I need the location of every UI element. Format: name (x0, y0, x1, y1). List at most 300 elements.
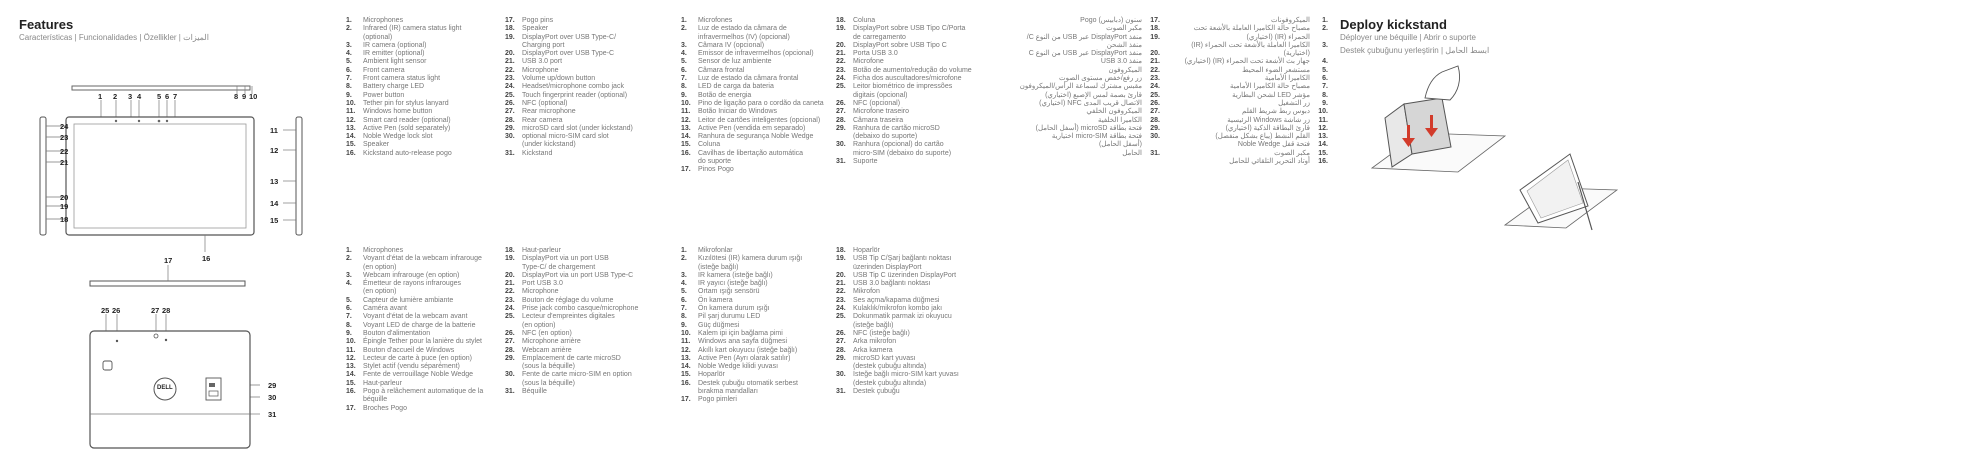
item-label: Infrared (IR) camera status light (optional) (363, 25, 462, 41)
item-label: Leitor biométrico de impressões digitais (opcional) (853, 83, 953, 99)
item-number: 8. (346, 321, 352, 329)
item-label: الكاميرا العاملة بالأشعة تحت الحمراء (IR) (اختيارية) (1191, 41, 1310, 58)
item-number: 28. (505, 116, 515, 124)
item-number: 2. (1322, 25, 1328, 33)
item-number: 20. (836, 271, 846, 279)
item-number: 17. (681, 166, 691, 174)
item-label: فتحة قفل Noble Wedge (1237, 141, 1310, 149)
item-label: İsteğe bağlı micro-SIM kart yuvası (destek çubuğu altında) (853, 371, 959, 387)
item-number: 2. (346, 255, 352, 263)
item-label: زر رفع/خفض مستوى الصوت (1059, 75, 1142, 83)
item-number: 7. (681, 75, 687, 83)
item-number: 10. (346, 99, 356, 107)
item-label: Porta USB 3.0 (853, 50, 898, 58)
item-number: 15. (346, 141, 356, 149)
item-label: DisplayPort sobre USB Tipo C/Porta de carregamento (853, 25, 966, 41)
item-label: Bouton d'accueil de Windows (363, 346, 455, 354)
item-number: 7. (1322, 83, 1328, 91)
item-label: Hoparlör (698, 371, 725, 379)
item-label: Emplacement de carte microSD (sous la béquille) (522, 354, 621, 371)
item-number: 28. (505, 346, 515, 354)
item-number: 17. (1150, 17, 1160, 24)
item-label: Microfones (698, 17, 733, 24)
item-number: 27. (505, 108, 515, 116)
item-label: منفذ DisplayPort عبر USB من النوع C (1028, 50, 1142, 58)
item-number: 25. (505, 313, 515, 321)
item-label: Arka mikrofon (853, 338, 897, 346)
item-label: DisplayPort over USB Type-C (522, 50, 615, 58)
item-label: Bouton d'alimentation (363, 329, 431, 337)
item-label: Noble Wedge lock slot (363, 133, 433, 141)
item-number: 9. (681, 91, 687, 99)
deploy-kickstand-title: Deploy kickstand (1340, 17, 1447, 32)
item-number: 11. (346, 346, 356, 354)
item-label: مقبس مشترك لسماعة الرأس/الميكروفون (1019, 83, 1142, 91)
item-label: Destek çubuğu otomatik serbest bırakma mandalları (698, 379, 798, 396)
item-label: DisplayPort over USB Type-C/ Charging port (522, 33, 617, 49)
item-number: 30. (505, 371, 515, 379)
item-number: 15. (681, 141, 691, 149)
callout-4: 4 (137, 92, 142, 101)
item-number: 20. (505, 50, 515, 58)
item-label: الكاميرا الأمامية (1264, 75, 1310, 83)
item-label: Voyant d'état de la webcam avant (363, 313, 468, 321)
item-number: 9. (346, 329, 352, 337)
item-label: IR kamera (isteğe bağlı) (698, 271, 773, 279)
item-label: USB 3.0 port (522, 58, 563, 66)
callout-23: 23 (60, 133, 69, 142)
item-number: 11. (681, 338, 691, 346)
item-label: Rear camera (522, 116, 563, 124)
item-number: 14. (681, 133, 691, 141)
item-label: USB 3.0 bağlantı noktası (853, 280, 931, 288)
item-label: Pogo pimleri (698, 396, 737, 404)
item-number: 29. (505, 124, 515, 132)
item-label: Kickstand (522, 149, 553, 157)
item-number: 31. (836, 158, 846, 166)
item-number: 12. (681, 346, 691, 354)
item-number: 4. (1322, 58, 1328, 66)
item-label: Webcam arrière (522, 346, 572, 354)
item-label: Ficha dos auscultadores/microfone (853, 75, 962, 83)
item-number: 11. (1318, 116, 1328, 124)
item-number: 25. (836, 83, 846, 91)
item-number: 22. (505, 66, 515, 74)
item-label: Broches Pogo (363, 404, 407, 412)
item-number: 13. (346, 124, 356, 132)
item-label: IR emitter (optional) (363, 50, 425, 58)
item-number: 31. (1150, 149, 1160, 157)
item-label: Akıllı kart okuyucu (isteğe bağlı) (698, 346, 798, 354)
item-number: 23. (836, 296, 846, 304)
item-label: Pil şarj durumu LED (698, 313, 761, 321)
item-number: 13. (681, 124, 691, 132)
item-number: 18. (505, 25, 515, 33)
item-label: منفذ USB 3.0 (1100, 58, 1142, 66)
item-label: Leitor de cartões inteligentes (opcional) (698, 116, 821, 124)
item-label: DisplayPort via un port USB Type-C/ de chargement (522, 255, 609, 271)
item-number: 9. (681, 321, 687, 329)
item-number: 24. (505, 83, 515, 91)
item-label: Rear microphone (522, 108, 576, 116)
item-label: أوتاد التحرير التلقائي للحامل (1229, 158, 1310, 166)
item-number: 4. (681, 50, 687, 58)
item-label: قارئ بصمة لمس الإصبع (اختياري) (1045, 91, 1142, 99)
item-number: 17. (681, 396, 691, 404)
item-number: 5. (681, 58, 687, 66)
item-number: 22. (1150, 66, 1160, 74)
item-label: Bouton de réglage du volume (522, 296, 614, 304)
item-number: 31. (505, 388, 515, 396)
item-label: دبوس ربط شريط القلم (1242, 108, 1310, 116)
dell-logo-text: DELL (157, 385, 173, 391)
item-number: 6. (1322, 75, 1328, 83)
item-label: Touch fingerprint reader (optional) (522, 91, 628, 99)
item-label: الميكروفون (1108, 66, 1142, 74)
item-label: microSD kart yuvası (destek çubuğu altında) (853, 354, 927, 371)
item-label: IR yayıcı (isteğe bağlı) (698, 280, 768, 288)
item-label: Microphone (522, 66, 559, 74)
item-label: Smart card reader (optional) (363, 116, 451, 124)
features-subtitle: Características | Funcionalidades | Özellikler | الميزات (19, 33, 209, 42)
item-label: Lecteur d'empreintes digitales (en option) (522, 313, 615, 329)
item-label: Pino de ligação para o cordão da caneta (698, 99, 824, 107)
item-number: 24. (1150, 83, 1160, 91)
item-label: زر التشغيل (1278, 99, 1310, 107)
item-number: 26. (505, 329, 515, 337)
item-number: 20. (836, 41, 846, 49)
item-label: Ranhura de segurança Noble Wedge (698, 133, 814, 141)
item-label: Windows home button (363, 108, 433, 116)
item-number: 8. (1322, 91, 1328, 99)
callout-29: 29 (268, 381, 277, 390)
item-number: 6. (681, 66, 687, 74)
item-label: Microphone arrière (522, 338, 581, 346)
item-number: 17. (505, 17, 515, 24)
item-label: Microphones (363, 17, 404, 24)
callout-10: 10 (249, 92, 258, 101)
item-number: 19. (505, 255, 515, 263)
item-number: 28. (1150, 116, 1160, 124)
item-label: Stylet actif (vendu séparément) (363, 363, 460, 371)
callout-6: 6 (165, 92, 170, 101)
item-label: Cavilhas de libertação automática do suporte (698, 149, 804, 166)
item-label: Câmara IV (opcional) (698, 41, 765, 49)
item-number: 11. (681, 108, 691, 116)
item-label: Battery charge LED (363, 83, 425, 91)
item-number: 13. (346, 363, 356, 371)
item-number: 26. (505, 99, 515, 107)
item-label: USB Tip C/Şarj bağlantı noktası üzerinden DisplayPort (853, 255, 952, 271)
item-number: 8. (681, 313, 687, 321)
item-label: الكاميرا الخلفية (1097, 116, 1142, 124)
item-number: 16. (346, 149, 356, 157)
item-label: Speaker (363, 141, 390, 149)
item-number: 27. (505, 338, 515, 346)
item-label: فتحة بطاقة microSD (أسفل الحامل) (1035, 124, 1142, 132)
item-label: مصباح حالة الكاميرا الأمامية (1230, 83, 1310, 91)
item-number: 31. (505, 149, 515, 157)
item-number: 12. (346, 116, 356, 124)
callout-9: 9 (242, 92, 247, 101)
item-label: Suporte (853, 158, 878, 166)
item-number: 15. (681, 371, 691, 379)
item-label: Pogo à relâchement automatique de la béquille (363, 388, 484, 404)
item-label: Destek çubuğu (853, 388, 900, 396)
item-label: Kulaklık/mikrofon kombo jakı (853, 305, 943, 313)
item-label: Ranhura (opcional) do cartão micro-SIM (debaixo do suporte) (853, 141, 952, 157)
item-number: 31. (836, 388, 846, 396)
item-number: 3. (681, 41, 687, 49)
callout-27: 27 (151, 306, 160, 315)
item-label: Microphones (363, 247, 404, 254)
item-number: 18. (836, 247, 846, 254)
item-label: مصباح حالة الكاميرا العاملة بالأشعة تحت الحمراء (IR) (اختياري) (1193, 25, 1310, 41)
item-label: Headset/microphone combo jack (522, 83, 624, 91)
callout-17: 17 (164, 256, 173, 265)
item-number: 1. (346, 17, 352, 24)
item-number: 5. (346, 296, 352, 304)
item-number: 27. (836, 108, 846, 116)
item-label: زر شاشة Windows الرئيسية (1227, 116, 1310, 124)
item-label: مكبر الصوت (1106, 25, 1142, 33)
callout-8: 8 (234, 92, 239, 101)
item-label: Luz de estado da câmara de infravermelhos (IV) (opcional) (698, 25, 790, 41)
item-number: 26. (836, 99, 846, 107)
item-label: Power button (363, 91, 405, 99)
item-number: 5. (346, 58, 352, 66)
item-label: DisplayPort via un port USB Type-C (522, 271, 634, 279)
item-number: 10. (346, 338, 356, 346)
item-number: 12. (1318, 124, 1328, 132)
item-number: 2. (681, 255, 687, 263)
item-number: 25. (505, 91, 515, 99)
item-label: Capteur de lumière ambiante (363, 296, 454, 304)
item-label: Câmara frontal (698, 66, 745, 74)
deploy-kickstand-subtitle-1: Déployer une béquille | Abrir o suporte (1340, 33, 1476, 42)
item-label: Port USB 3.0 (522, 280, 563, 288)
item-label: مكبر الصوت (1274, 149, 1310, 157)
item-number: 7. (346, 75, 352, 83)
item-label: Mikrofon (853, 288, 880, 296)
item-label: DisplayPort sobre USB Tipo C (853, 41, 947, 49)
item-label: جهاز بث الأشعة تحت الحمراء (IR) (اختياري) (1184, 58, 1310, 66)
item-label: Fente de carte micro-SIM en option (sous la béquille) (522, 371, 632, 387)
item-label: Béquille (522, 388, 547, 396)
callout-20: 20 (60, 193, 69, 202)
item-label: Voyant LED de charge de la batterie (363, 321, 476, 329)
item-number: 12. (681, 116, 691, 124)
callout-21: 21 (60, 158, 69, 167)
item-number: 22. (505, 288, 515, 296)
item-number: 7. (346, 313, 352, 321)
features-title: Features (19, 17, 74, 32)
callout-25: 25 (101, 306, 110, 315)
item-label: الاتصال قريب المدى NFC (اختياري) (1039, 99, 1142, 107)
item-label: Botão de aumento/redução do volume (853, 66, 972, 74)
item-label: فتحة بطاقة micro-SIM اختيارية (أسفل الحامل) (1051, 133, 1142, 149)
item-number: 13. (681, 354, 691, 362)
item-label: Tether pin for stylus lanyard (363, 99, 449, 107)
item-number: 23. (505, 75, 515, 83)
item-number: 30. (836, 141, 846, 149)
item-label: مؤشر LED لشحن البطارية (1232, 91, 1310, 99)
item-number: 16. (346, 388, 356, 396)
item-number: 23. (1150, 75, 1160, 83)
item-label: Épingle Tether pour la lanière du stylet (363, 338, 482, 346)
item-number: 4. (346, 50, 352, 58)
item-label: Ses açma/kapama düğmesi (853, 296, 940, 304)
item-number: 1. (1322, 17, 1328, 24)
item-label: microSD card slot (under kickstand) (522, 124, 633, 132)
item-number: 26. (836, 329, 846, 337)
item-number: 21. (505, 58, 515, 66)
item-label: Ambient light sensor (363, 58, 427, 66)
item-label: Prise jack combo casque/microphone (522, 305, 639, 313)
item-number: 23. (505, 296, 515, 304)
callout-15: 15 (270, 216, 279, 225)
item-number: 29. (1150, 124, 1160, 132)
item-label: Ön kamera (698, 296, 733, 304)
item-label: منفذ DisplayPort عبر USB من النوع C/ منفذ الشحن (1026, 33, 1142, 49)
item-label: Lecteur de carte à puce (en option) (363, 354, 472, 362)
item-number: 3. (681, 271, 687, 279)
item-number: 9. (1322, 99, 1328, 107)
item-label: Arka kamera (853, 346, 893, 354)
item-number: 30. (505, 133, 515, 141)
item-number: 1. (346, 247, 352, 254)
item-number: 19. (505, 33, 515, 41)
item-number: 14. (346, 133, 356, 141)
item-number: 24. (505, 305, 515, 313)
item-number: 26. (1150, 99, 1160, 107)
item-label: Botão de energia (698, 91, 752, 99)
item-number: 2. (346, 25, 352, 33)
item-label: Ön kamera durum ışığı (698, 305, 770, 313)
item-label: Voyant d'état de la webcam infrarouge (en option) (363, 255, 482, 271)
item-number: 19. (836, 255, 846, 263)
item-number: 3. (346, 271, 352, 279)
item-label: Ortam ışığı sensörü (698, 288, 760, 296)
item-number: 2. (681, 25, 687, 33)
item-label: Haut-parleur (522, 247, 561, 254)
callout-14: 14 (270, 199, 279, 208)
item-label: NFC (opcional) (853, 99, 901, 107)
item-number: 24. (836, 75, 846, 83)
item-number: 28. (836, 346, 846, 354)
callout-26: 26 (112, 306, 121, 315)
item-number: 7. (681, 305, 687, 313)
callout-16: 16 (202, 254, 211, 263)
item-number: 30. (836, 371, 846, 379)
item-number: 6. (346, 305, 352, 313)
item-number: 16. (681, 149, 691, 157)
item-label: Ranhura de cartão microSD (debaixo do suporte) (853, 124, 940, 141)
item-number: 23. (836, 66, 846, 74)
item-label: Microfone (853, 58, 884, 66)
item-number: 29. (836, 124, 846, 132)
item-label: Botão Iniciar do Windows (698, 108, 777, 116)
callout-31: 31 (268, 410, 277, 419)
item-label: Microfone traseiro (853, 108, 910, 116)
item-number: 22. (836, 58, 846, 66)
callout-1: 1 (98, 92, 103, 101)
item-label: optional micro-SIM card slot (under kickstand) (522, 133, 609, 149)
item-label: USB Tip C üzerinden DisplayPort (853, 271, 957, 279)
item-label: NFC (optional) (522, 99, 568, 107)
item-number: 15. (1318, 149, 1328, 157)
item-label: Kickstand auto-release pogo (363, 149, 452, 157)
item-number: 30. (1150, 133, 1160, 141)
item-number: 14. (346, 371, 356, 379)
item-label: Front camera status light (363, 75, 441, 83)
callout-5: 5 (157, 92, 162, 101)
item-label: Active Pen (sold separately) (363, 124, 451, 132)
item-label: سنون (دبابيس) Pogo (1080, 17, 1142, 24)
item-number: 28. (836, 116, 846, 124)
item-number: 9. (346, 91, 352, 99)
item-label: الحامل (1122, 149, 1142, 157)
item-label: Mikrofonlar (698, 247, 733, 254)
item-number: 3. (1322, 41, 1328, 49)
item-number: 16. (681, 379, 691, 387)
callout-12: 12 (270, 146, 279, 155)
callout-13: 13 (270, 177, 279, 186)
callout-24: 24 (60, 122, 69, 131)
item-label: مستشعر الضوء المحيط (1242, 66, 1310, 74)
callout-18: 18 (60, 215, 69, 224)
item-number: 10. (1318, 108, 1328, 116)
item-number: 14. (681, 363, 691, 371)
callout-3: 3 (128, 92, 133, 101)
callout-7: 7 (173, 92, 178, 101)
item-label: Coluna (698, 141, 721, 149)
item-number: 16. (1318, 158, 1328, 166)
item-label: Webcam infrarouge (en option) (363, 271, 460, 279)
item-number: 20. (1150, 50, 1160, 58)
item-label: Speaker (522, 25, 549, 33)
callout-2: 2 (113, 92, 118, 101)
item-label: Coluna (853, 17, 876, 24)
item-label: Caméra avant (363, 305, 407, 313)
item-label: Fente de verrouillage Noble Wedge (363, 371, 473, 379)
item-label: Güç düğmesi (698, 321, 740, 329)
item-label: Émetteur de rayons infrarouges (en option) (363, 280, 462, 296)
item-number: 14. (1318, 141, 1328, 149)
callout-30: 30 (268, 393, 277, 402)
item-number: 29. (836, 354, 846, 362)
item-label: Hoparlör (853, 247, 880, 254)
item-number: 4. (346, 280, 352, 288)
item-number: 12. (346, 354, 356, 362)
item-number: 21. (836, 50, 846, 58)
item-number: 6. (346, 66, 352, 74)
item-number: 1. (681, 17, 687, 24)
item-number: 8. (346, 83, 352, 91)
item-number: 21. (505, 280, 515, 288)
item-label: Emissor de infravermelhos (opcional) (698, 50, 814, 58)
item-label: Active Pen (vendida em separado) (698, 124, 806, 132)
item-label: NFC (isteğe bağlı) (853, 329, 910, 337)
item-label: Câmara traseira (853, 116, 904, 124)
item-label: الميكروفونات (1271, 17, 1310, 24)
callout-11: 11 (270, 126, 278, 135)
item-number: 20. (505, 271, 515, 279)
item-label: Windows ana sayfa düğmesi (698, 338, 788, 346)
item-number: 25. (836, 313, 846, 321)
item-number: 21. (1150, 58, 1160, 66)
item-label: Dokunmatik parmak izi okuyucu (isteğe bağlı) (853, 313, 952, 329)
